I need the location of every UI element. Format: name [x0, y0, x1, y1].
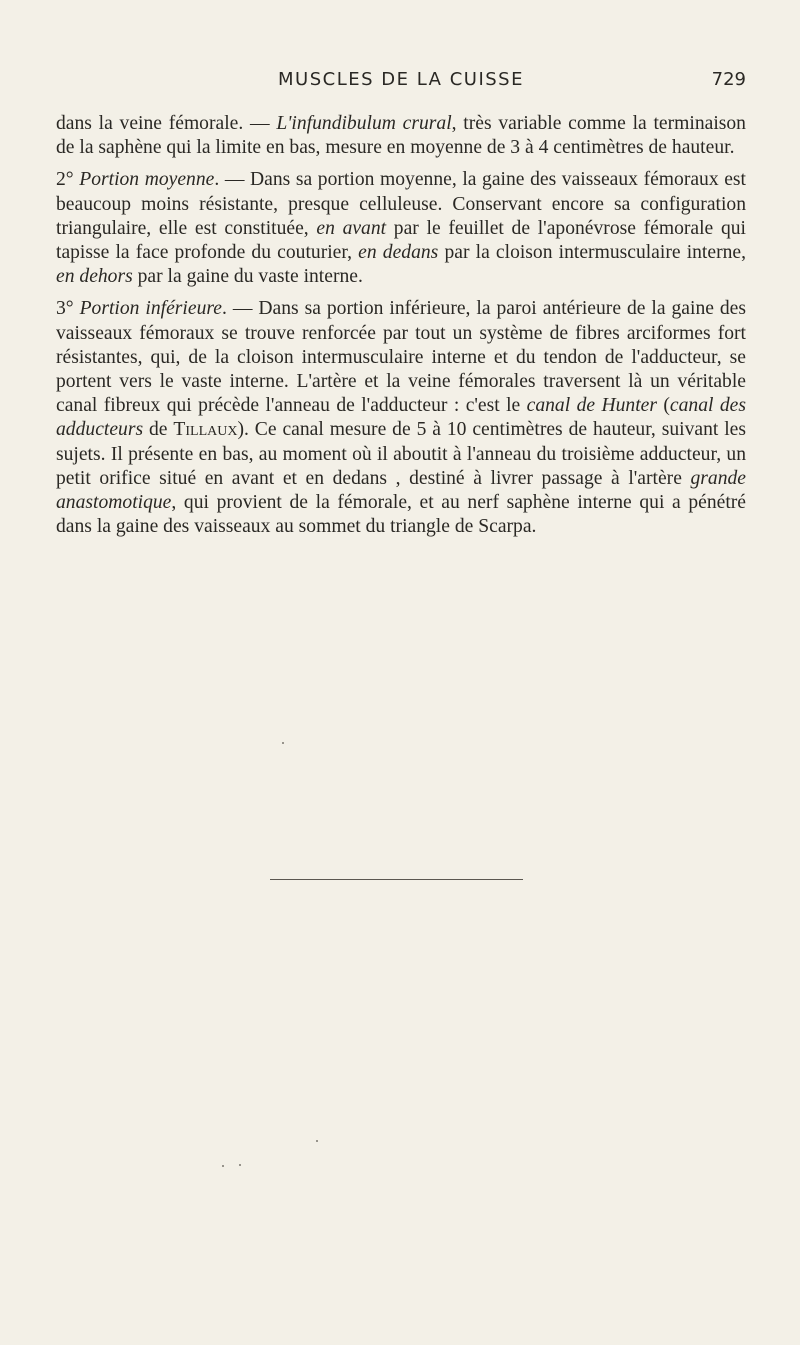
text-segment: 2°	[56, 169, 80, 191]
running-head	[56, 69, 746, 97]
text-segment: Portion moyenne	[79, 169, 215, 191]
paper-speck	[222, 1165, 224, 1167]
paragraph-portion-moyenne	[56, 168, 746, 289]
text-segment: en dehors	[56, 266, 133, 288]
paper-speck	[282, 742, 284, 744]
text-segment: canal de Hunter	[526, 395, 657, 417]
text-segment: , qui provient de la fémorale, et au nerf saphène interne qui a pénétré dans la gaine des vaisseaux au sommet du triangle de Scarpa.	[56, 492, 746, 538]
text-segment: par la gaine du vaste interne.	[132, 266, 363, 288]
text-segment: ). Ce canal mesure de 5 à 10 centimètres de hauteur, suivant les sujets. Il présente en bas, au moment où il aboutit à l'anneau du troisième adducteur, un petit orifice situé en avant et en dedans , destiné à livrer passage à l'artère	[56, 419, 747, 489]
text-segment: Tillaux	[173, 419, 238, 441]
paragraph-infundibulum	[56, 112, 746, 160]
text-segment: 3°	[56, 298, 80, 320]
paper-speck	[316, 1140, 318, 1142]
text-segment: , très variable comme la terminaison de la saphène qui la limite en bas, mesure en moyenne de 3 à 4 centimètres de hauteur.	[56, 113, 746, 159]
text-segment: . — Dans sa portion moyenne, la gaine des vaisseaux fémoraux est beaucoup moins résistante, presque celluleuse. Conservant encore sa configuration triangulaire, elle est constituée,	[56, 169, 747, 239]
paper-speck	[239, 1164, 241, 1166]
text-segment: grande anastomotique	[56, 467, 746, 514]
text-segment: par la cloison intermusculaire interne,	[438, 242, 746, 264]
running-title: MUSCLES DE LA CUISSE	[278, 69, 524, 90]
text-segment: en dedans	[358, 242, 439, 264]
body-text	[56, 112, 746, 547]
page-number: 729	[711, 69, 746, 90]
paragraph-portion-inferieure	[56, 297, 746, 539]
section-divider-rule	[270, 879, 523, 880]
text-segment: Portion inférieure	[79, 298, 222, 320]
text-segment: dans la veine fémorale. —	[56, 113, 277, 134]
text-segment: de	[143, 419, 174, 441]
text-segment: en avant	[316, 217, 387, 239]
text-segment: canal des adducteurs	[56, 395, 746, 441]
text-segment: (	[656, 395, 670, 417]
text-segment: . — Dans sa portion inférieure, la paroi antérieure de la gaine des vaisseaux fémoraux se trouve renforcée par tout un système de fibres arciformes fort résistantes, qui, de la cloison intermusculaire interne et du tendon de l'adducteur, se portent vers le vaste interne. L'artère et la veine fémorales traversent là un véritable canal fibreux qui précède l'anneau de l'adducteur : c'est le	[56, 298, 747, 417]
text-segment: L'infundibulum crural	[276, 113, 452, 134]
text-segment: par le feuillet de l'aponévrose fémorale qui tapisse la face profonde du couturier,	[56, 217, 746, 264]
